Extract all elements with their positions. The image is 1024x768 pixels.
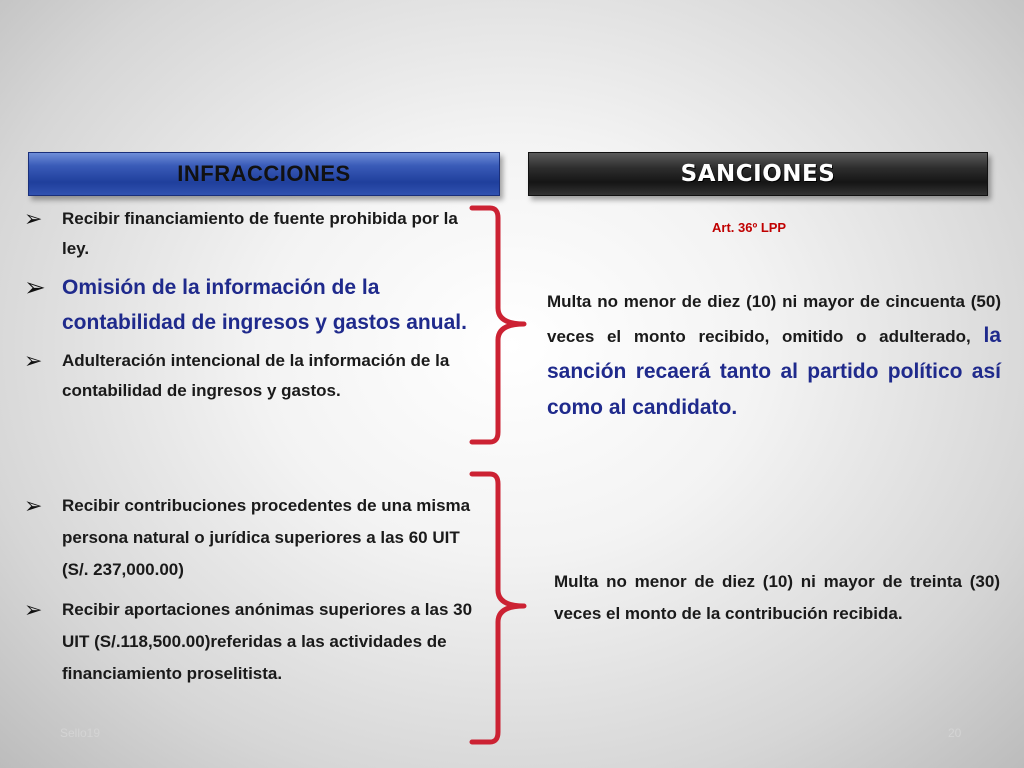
list-item-text: Recibir financiamiento de fuente prohibida por la ley.	[62, 209, 458, 258]
list-item-text: Recibir aportaciones anónimas superiores a las 30 UIT (S/.118,500.00)referidas a las actividades de financiamiento proselitista.	[62, 600, 473, 683]
infracciones-title: INFRACCIONES	[177, 161, 351, 186]
sancion-text-1	[547, 286, 1001, 426]
infracciones-header	[28, 152, 500, 196]
list-item	[24, 594, 479, 690]
right-brace-icon	[468, 200, 538, 450]
footer-left: Sello19	[60, 726, 101, 740]
infracciones-list-1	[24, 204, 486, 412]
infracciones-list-2	[24, 490, 479, 696]
list-item	[24, 270, 486, 340]
sancion-text-2: Multa no menor de diez (10) ni mayor de treinta (30) veces el monto de la contribución recibida.	[554, 572, 1000, 623]
arrow-bullet-icon: ➢	[24, 597, 43, 622]
arrow-bullet-icon: ➢	[24, 272, 46, 302]
sanciones-title: SANCIONES	[680, 161, 836, 187]
sanciones-header	[528, 152, 988, 196]
list-item	[24, 490, 479, 586]
arrow-bullet-icon: ➢	[24, 348, 43, 373]
list-item-text: Adulteración intencional de la información de la contabilidad de ingresos y gastos.	[62, 351, 450, 400]
list-item-text: Omisión de la información de la contabilidad de ingresos y gastos anual.	[62, 276, 467, 334]
footer-page-number: 20	[948, 726, 962, 740]
list-item-text: Recibir contribuciones procedentes de una misma persona natural o jurídica superiores a las 60 UIT (S/. 237,000.00)	[62, 496, 471, 579]
article-reference: Art. 36º LPP	[712, 220, 787, 235]
arrow-bullet-icon: ➢	[24, 206, 43, 231]
list-item	[24, 346, 486, 406]
right-brace-icon	[468, 466, 538, 750]
sancion-text-1-part2: la sanción recaerá tanto al partido político así como al candidato.	[547, 324, 1001, 419]
list-item	[24, 204, 486, 264]
sancion-text-1-part1: Multa no menor de diez (10) ni mayor de cincuenta (50) veces el monto recibido, omitido o adulterado,	[547, 292, 1001, 346]
arrow-bullet-icon: ➢	[24, 493, 43, 518]
